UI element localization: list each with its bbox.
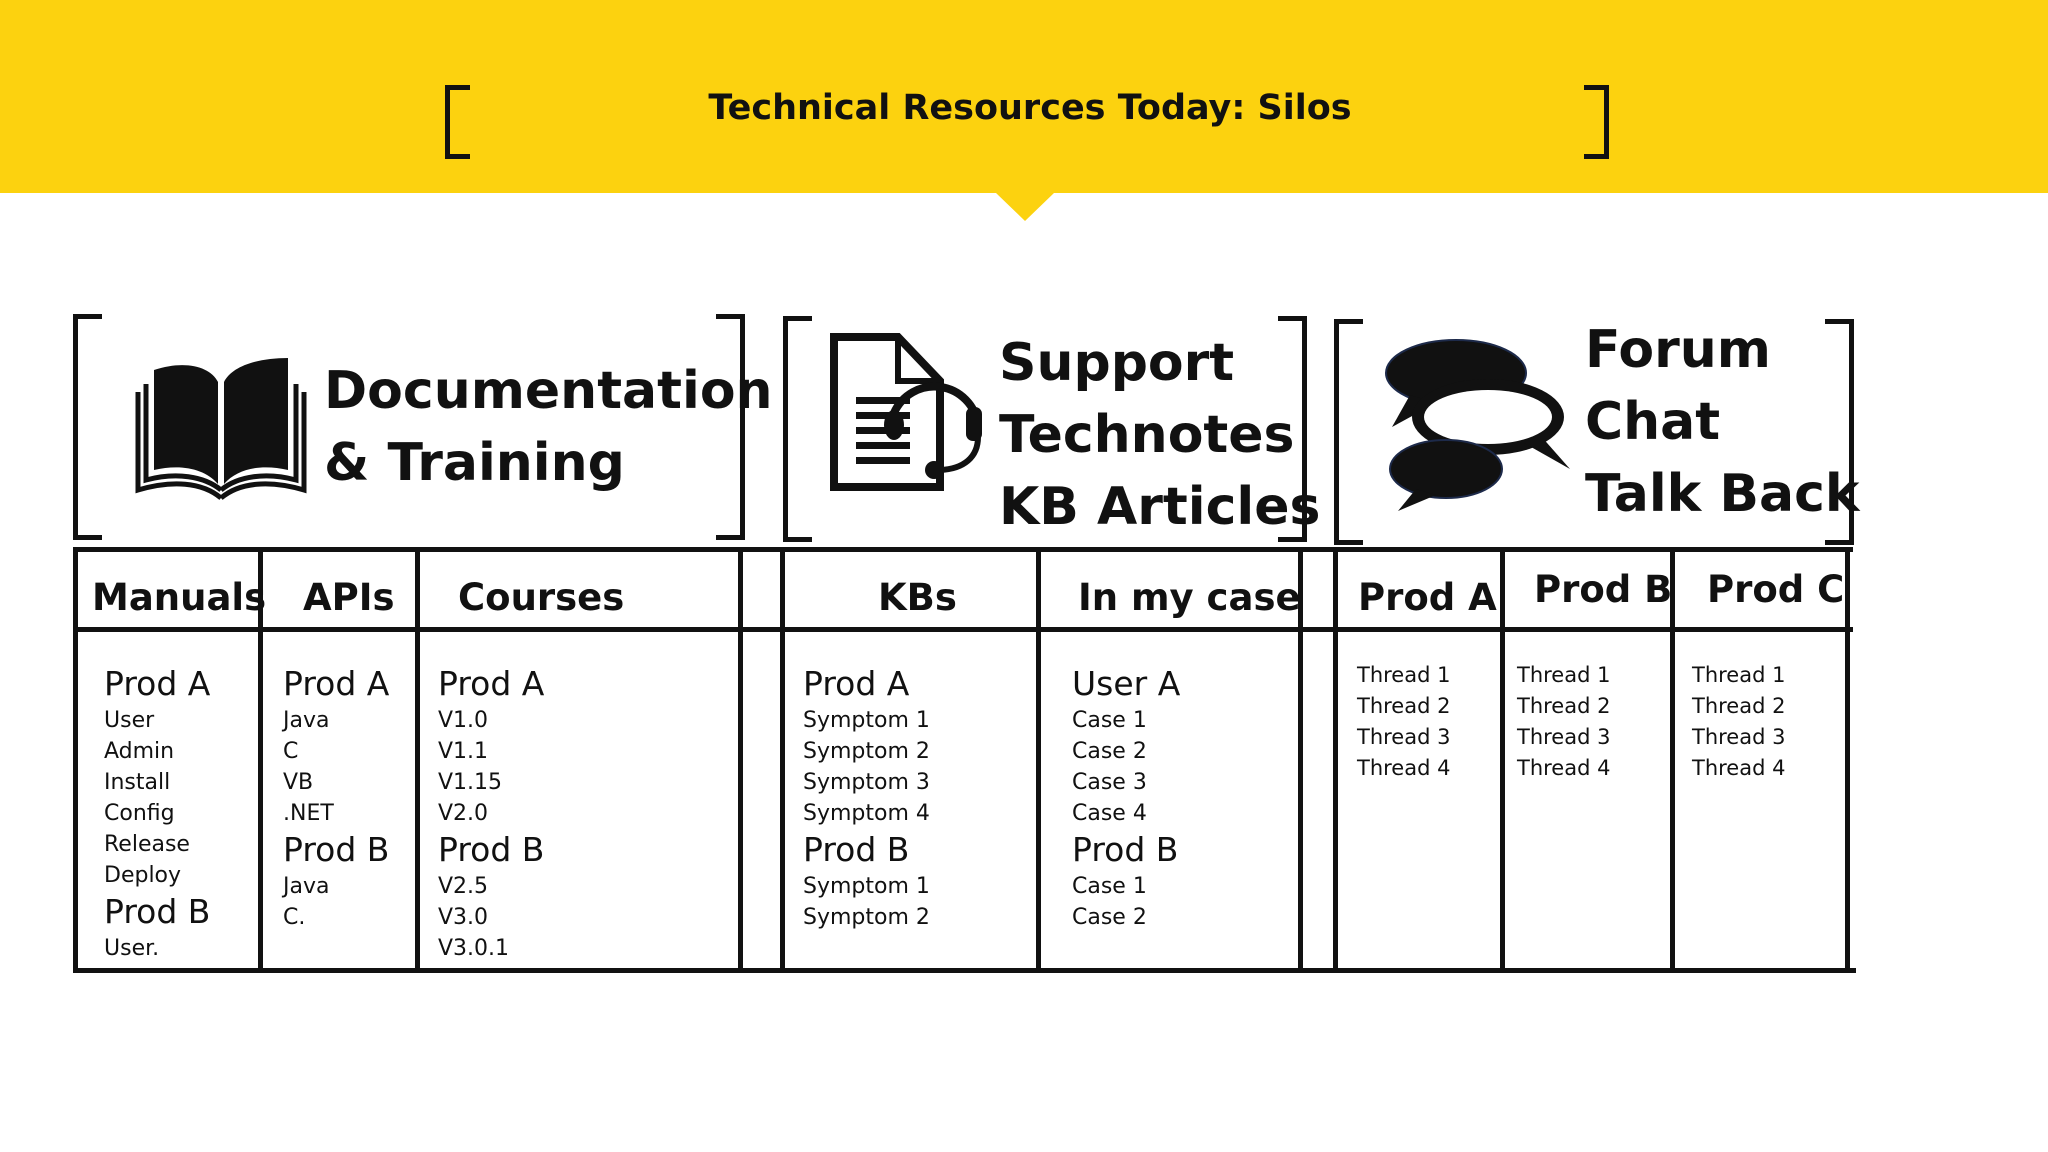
cell-item: Case 4 [1072, 801, 1147, 826]
documentation-title-line-1: Documentation [324, 361, 773, 421]
cell-item: Case 2 [1072, 739, 1147, 764]
cell-item: Thread 1 [1517, 663, 1611, 687]
table-divider [73, 547, 78, 973]
cell-item: Thread 3 [1517, 725, 1611, 749]
forum-prod-a-cell [1357, 660, 1450, 784]
cell-item: Case 1 [1072, 708, 1147, 733]
forum-title-line-1: Forum [1585, 320, 1771, 380]
cell-subheading: Prod B [1072, 830, 1179, 869]
cell-subheading: Prod A [438, 664, 545, 703]
apis-cell [283, 663, 389, 933]
cell-item: V2.5 [438, 874, 489, 899]
banner-pointer [996, 193, 1054, 221]
cell-item: Thread 3 [1357, 725, 1451, 749]
cell-subheading: Prod B [803, 830, 910, 869]
cell-item: Symptom 2 [803, 739, 930, 764]
cell-subheading: Prod B [104, 892, 211, 931]
cell-subheading: Prod A [803, 664, 910, 703]
forum-title-line-3: Talk Back [1585, 464, 1860, 524]
forum-prod-c-cell [1692, 660, 1785, 784]
cell-item: Thread 1 [1357, 663, 1451, 687]
table-divider [738, 547, 743, 973]
forum-left-bracket [1334, 319, 1363, 545]
cell-item: Thread 2 [1517, 694, 1611, 718]
cell-item: VB [283, 770, 314, 795]
cell-item: Admin [104, 739, 175, 764]
table-top-rule [73, 547, 1853, 552]
banner-left-bracket [445, 85, 470, 159]
cell-item: C [283, 739, 299, 764]
manuals-cell [104, 663, 210, 964]
cell-item: .NET [283, 801, 334, 826]
forum-title-line-2: Chat [1585, 392, 1721, 452]
table-divider [780, 547, 785, 973]
support-group-title [999, 327, 1320, 543]
column-header-in-my-case: In my case [1078, 576, 1301, 619]
cell-item: V3.0.1 [438, 936, 510, 961]
cell-item: Thread 4 [1357, 756, 1451, 780]
cell-item: Release [104, 832, 190, 857]
cell-item: Thread 4 [1517, 756, 1611, 780]
cell-item: User. [104, 936, 160, 961]
cell-subheading: Prod A [104, 664, 211, 703]
cell-item: Thread 4 [1692, 756, 1786, 780]
open-book-icon [132, 352, 310, 502]
cell-item: Symptom 3 [803, 770, 930, 795]
column-header-forum-prod-a: Prod A [1358, 576, 1497, 619]
cell-item: Java [283, 874, 330, 899]
support-title-line-2: Technotes [999, 405, 1295, 465]
cell-item: C. [283, 905, 306, 930]
cell-item: Case 3 [1072, 770, 1147, 795]
chat-bubbles-icon [1374, 335, 1574, 515]
table-divider [1500, 547, 1505, 973]
support-left-bracket [783, 316, 812, 542]
table-divider [1333, 547, 1338, 973]
cell-subheading: User A [1072, 664, 1181, 703]
table-divider [1845, 547, 1850, 973]
table-header-rule [73, 627, 1853, 632]
forum-group-title [1585, 314, 1860, 530]
documentation-group-title [324, 355, 773, 499]
cell-item: Thread 2 [1357, 694, 1451, 718]
cell-item: Config [104, 801, 175, 826]
cell-item: V1.1 [438, 739, 489, 764]
cell-item: Symptom 4 [803, 801, 930, 826]
in-my-case-cell [1072, 663, 1180, 933]
cell-item: Thread 3 [1692, 725, 1786, 749]
kbs-cell [803, 663, 930, 933]
cell-item: Case 1 [1072, 874, 1147, 899]
courses-cell [438, 663, 544, 964]
cell-subheading: Prod B [438, 830, 545, 869]
documentation-title-line-2: & Training [324, 433, 625, 493]
table-divider [1036, 547, 1041, 973]
cell-item: Symptom 2 [803, 905, 930, 930]
column-header-courses: Courses [458, 576, 625, 619]
column-header-forum-prod-b: Prod B [1534, 568, 1673, 611]
cell-item: Symptom 1 [803, 708, 930, 733]
column-header-manuals: Manuals [92, 576, 267, 619]
cell-item: V1.15 [438, 770, 503, 795]
support-title-line-3: KB Articles [999, 477, 1321, 537]
column-header-forum-prod-c: Prod C [1707, 568, 1845, 611]
documentation-left-bracket [73, 314, 102, 540]
forum-prod-b-cell [1517, 660, 1610, 784]
cell-item: V1.0 [438, 708, 489, 733]
cell-item: Case 2 [1072, 905, 1147, 930]
column-header-kbs: KBs [878, 576, 957, 619]
cell-item: V3.0 [438, 905, 489, 930]
cell-item: Java [283, 708, 330, 733]
column-header-apis: APIs [303, 576, 395, 619]
banner-right-bracket [1584, 85, 1609, 159]
cell-subheading: Prod B [283, 830, 390, 869]
cell-item: Symptom 1 [803, 874, 930, 899]
cell-subheading: Prod A [283, 664, 390, 703]
document-headset-icon [828, 333, 988, 493]
cell-item: User [104, 708, 155, 733]
cell-item: V2.0 [438, 801, 489, 826]
table-divider [415, 547, 420, 973]
support-title-line-1: Support [999, 333, 1235, 393]
cell-item: Thread 1 [1692, 663, 1786, 687]
slide-title: Technical Resources Today: Silos [708, 88, 1352, 128]
table-bottom-rule [73, 968, 1856, 973]
cell-item: Install [104, 770, 171, 795]
cell-item: Thread 2 [1692, 694, 1786, 718]
cell-item: Deploy [104, 863, 182, 888]
